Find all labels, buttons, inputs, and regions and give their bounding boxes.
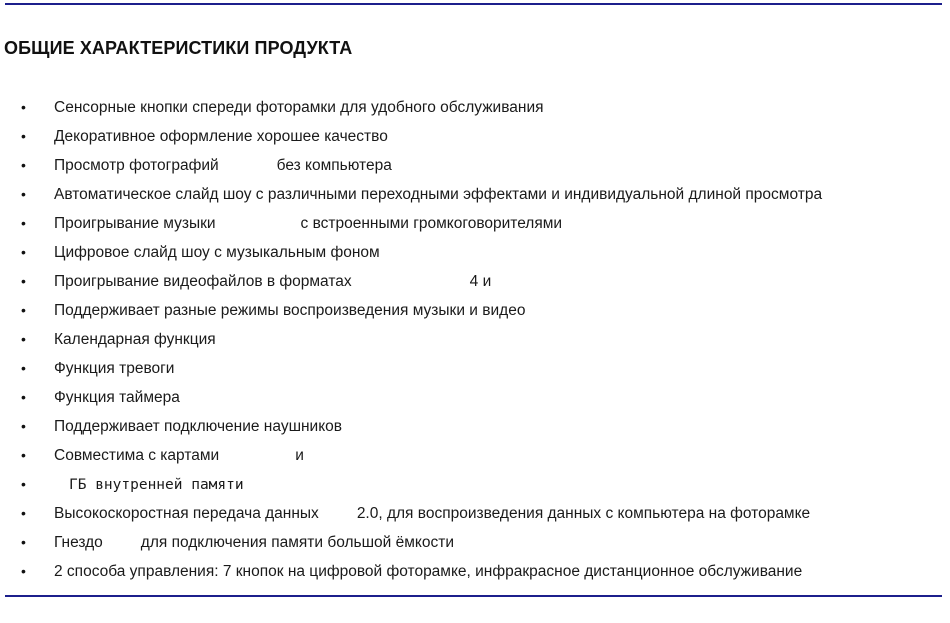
list-item xyxy=(0,209,822,238)
bullet-icon: • xyxy=(21,360,26,376)
feature-text-tail: с встроенными громкоговорителями xyxy=(300,215,563,232)
feature-text: 2 способа управления: 7 кнопок на цифровой фоторамке, инфракрасное дистанционное обслуживание xyxy=(54,563,803,580)
feature-text: Функция тревоги xyxy=(54,360,175,377)
feature-text-tail: 4 и xyxy=(469,273,492,290)
feature-text-tail: для подключения памяти большой ёмкости xyxy=(140,534,454,551)
feature-list xyxy=(0,93,822,586)
list-item xyxy=(0,296,822,325)
bullet-icon: • xyxy=(21,99,26,115)
feature-text-tail: и xyxy=(295,447,304,464)
list-item xyxy=(0,354,822,383)
bullet-icon: • xyxy=(21,476,26,492)
list-item xyxy=(0,238,822,267)
feature-text: Поддерживает подключение наушников xyxy=(54,418,343,435)
feature-text: Поддерживает разные режимы воспроизведения музыки и видео xyxy=(54,302,526,319)
feature-text: Проигрывание музыки xyxy=(54,215,216,232)
top-divider xyxy=(5,3,942,5)
list-item xyxy=(0,470,822,499)
feature-text: Высокоскоростная передача данных xyxy=(54,505,319,522)
bottom-divider xyxy=(5,595,942,597)
feature-text: Сенсорные кнопки спереди фоторамки для удобного обслуживания xyxy=(54,99,544,116)
feature-text: Декоративное оформление хорошее качество xyxy=(54,128,388,145)
bullet-icon: • xyxy=(21,534,26,550)
feature-text: ГБ внутренней памяти xyxy=(69,477,244,493)
feature-text: Автоматическое слайд шоу с различными переходными эффектами и индивидуальной длиной просмотра xyxy=(54,186,823,203)
bullet-icon: • xyxy=(21,302,26,318)
feature-text: Календарная функция xyxy=(54,331,216,348)
feature-text: Цифровое слайд шоу с музыкальным фоном xyxy=(54,244,380,261)
list-item xyxy=(0,412,822,441)
bullet-icon: • xyxy=(21,244,26,260)
bullet-icon: • xyxy=(21,157,26,173)
list-item xyxy=(0,151,822,180)
bullet-icon: • xyxy=(21,505,26,521)
bullet-icon: • xyxy=(21,418,26,434)
feature-text: Гнездо xyxy=(54,534,103,551)
bullet-icon: • xyxy=(21,128,26,144)
bullet-icon: • xyxy=(21,186,26,202)
bullet-icon: • xyxy=(21,563,26,579)
list-item xyxy=(0,441,822,470)
section-heading: ОБЩИЕ ХАРАКТЕРИСТИКИ ПРОДУКТА xyxy=(4,38,353,58)
bullet-icon: • xyxy=(21,273,26,289)
list-item xyxy=(0,383,822,412)
bullet-icon: • xyxy=(21,215,26,231)
list-item xyxy=(0,499,822,528)
list-item xyxy=(0,557,822,586)
bullet-icon: • xyxy=(21,447,26,463)
list-item xyxy=(0,122,822,151)
bullet-icon: • xyxy=(21,331,26,347)
feature-text: Проигрывание видеофайлов в форматах xyxy=(54,273,352,290)
list-item xyxy=(0,180,822,209)
list-item xyxy=(0,93,822,122)
list-item xyxy=(0,267,822,296)
bullet-icon: • xyxy=(21,389,26,405)
list-item xyxy=(0,325,822,354)
feature-text: Просмотр фотографий xyxy=(54,157,219,174)
feature-text: Функция таймера xyxy=(54,389,180,406)
feature-text-tail: без компьютера xyxy=(276,157,392,174)
feature-text-tail: 2.0, для воспроизведения данных с компьютера на фоторамке xyxy=(356,505,811,522)
list-item xyxy=(0,528,822,557)
feature-text: Совместима с картами xyxy=(54,447,220,464)
